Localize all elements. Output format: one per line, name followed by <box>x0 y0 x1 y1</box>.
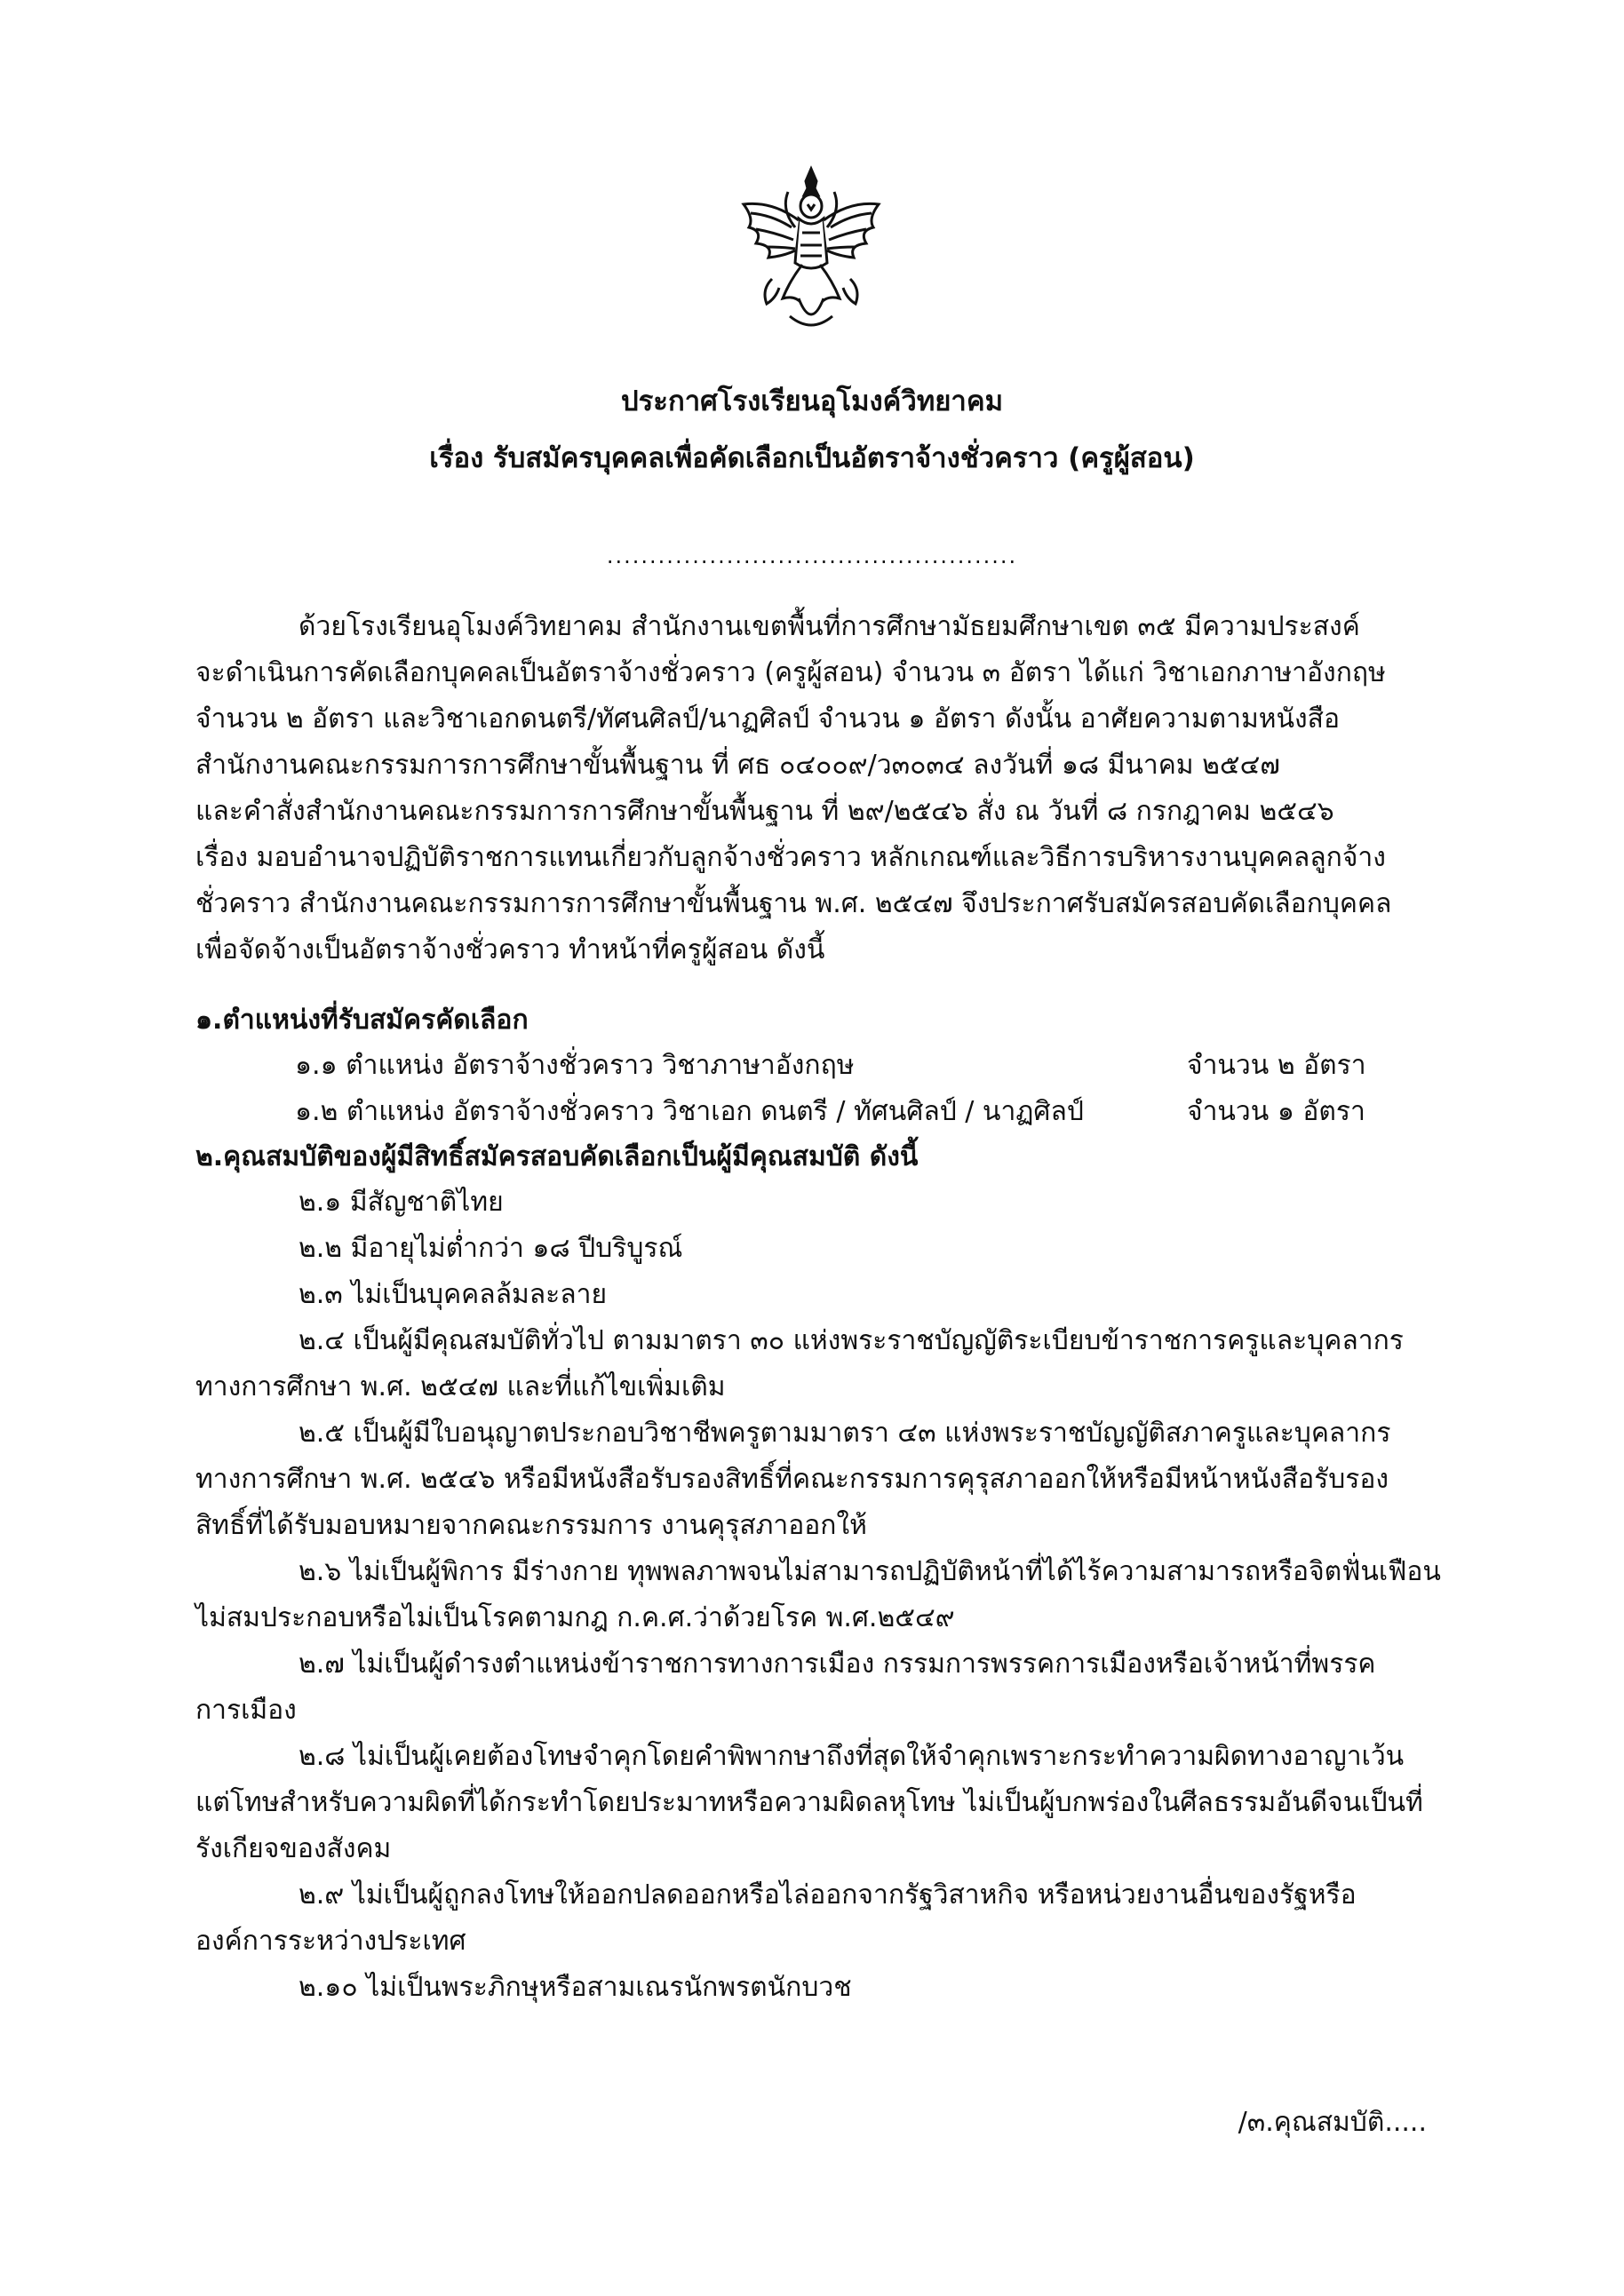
position-row <box>195 1089 1429 1135</box>
intro-line: จะดำเนินการคัดเลือกบุคคลเป็นอัตราจ้างชั่วคราว (ครูผู้สอน) จำนวน ๓ อัตรา ได้แก่ วิชาเอกภาษาอังกฤษ <box>195 657 1386 688</box>
intro-line: สำนักงานคณะกรรมการการศึกษาขั้นพื้นฐาน ที่ ศธ ๐๔๐๐๙/ว๓๐๓๔ ลงวันที่ ๑๘ มีนาคม ๒๕๔๗ <box>195 750 1280 781</box>
position-label: ๑.๒ ตำแหน่ง อัตราจ้างชั่วคราว วิชาเอก ดนตรี / ทัศนศิลป์ / นาฏศิลป์ <box>295 1096 1084 1127</box>
position-label: ๑.๑ ตำแหน่ง อัตราจ้างชั่วคราว วิชาภาษาอังกฤษ <box>295 1050 855 1081</box>
qualification-item: ๒.๓ ไม่เป็นบุคคลล้มละลาย <box>299 1279 608 1310</box>
section1-heading: ๑.ตำแหน่งที่รับสมัครคัดเลือก <box>195 1005 529 1036</box>
intro-line: และคำสั่งสำนักงานคณะกรรมการการศึกษาขั้นพื้นฐาน ที่ ๒๙/๒๕๔๖ สั่ง ณ วันที่ ๘ กรกฎาคม ๒๕๔๖ <box>195 796 1334 827</box>
qualification-item-cont: แต่โทษสำหรับความผิดที่ได้กระทำโดยประมาทหรือความผิดลหุโทษ ไม่เป็นผู้บกพร่องในศีลธรรมอันดีจนเป็นที่ <box>195 1787 1423 1818</box>
qualification-item: ๒.๔ เป็นผู้มีคุณสมบัติทั่วไป ตามมาตรา ๓๐ แห่งพระราชบัญญัติระเบียบข้าราชการครูและบุคลากร <box>299 1325 1404 1356</box>
qualification-item-cont: รังเกียจของสังคม <box>195 1833 392 1864</box>
qualification-item: ๒.๑ มีสัญชาติไทย <box>299 1187 504 1218</box>
intro-line: ด้วยโรงเรียนอุโมงค์วิทยาคม สำนักงานเขตพื้นที่การศึกษามัธยมศึกษาเขต ๓๕ มีความประสงค์ <box>299 611 1360 642</box>
qualification-item-cont: สิทธิ์ที่ได้รับมอบหมายจากคณะกรรมการ งานคุรุสภาออกให้ <box>195 1510 867 1541</box>
intro-line: เพื่อจัดจ้างเป็นอัตราจ้างชั่วคราว ทำหน้าที่ครูผู้สอน ดังนี้ <box>195 934 825 965</box>
qualification-item-cont: ทางการศึกษา พ.ศ. ๒๕๔๗ และที่แก้ไขเพิ่มเติม <box>195 1371 726 1402</box>
garuda-emblem-icon <box>736 165 886 334</box>
continuation-note: /๓.คุณสมบัติ..... <box>1238 2107 1427 2138</box>
announcement-title: ประกาศโรงเรียนอุโมงค์วิทยาคม <box>620 385 1004 417</box>
intro-paragraph <box>195 604 1429 973</box>
qualification-item-cont: ทางการศึกษา พ.ศ. ๒๕๔๖ หรือมีหนังสือรับรองสิทธิ์ที่คณะกรรมการคุรุสภาออกให้หรือมีหน้าหนังสือรับรอง <box>195 1464 1389 1495</box>
qualification-item: ๒.๒ มีอายุไม่ต่ำกว่า ๑๘ ปีบริบูรณ์ <box>299 1233 683 1264</box>
position-row <box>195 1043 1429 1089</box>
qualification-item: ๒.๖ ไม่เป็นผู้พิการ มีร่างกาย ทุพพลภาพจนไม่สามารถปฏิบัติหน้าที่ได้ไร้ความสามารถหรือจิตฟั่นเฟือน <box>299 1556 1441 1587</box>
intro-line: จำนวน ๒ อัตรา และวิชาเอกดนตรี/ทัศนศิลป์/นาฏศิลป์ จำนวน ๑ อัตรา ดังนั้น อาศัยความตามหนังสือ <box>195 703 1341 735</box>
qualification-item-cont: องค์การระหว่างประเทศ <box>195 1926 466 1957</box>
qualification-item: ๒.๕ เป็นผู้มีใบอนุญาตประกอบวิชาชีพครูตามมาตรา ๔๓ แห่งพระราชบัญญัติสภาครูและบุคลากร <box>299 1418 1391 1449</box>
intro-line: เรื่อง มอบอำนาจปฏิบัติราชการแทนเกี่ยวกับลูกจ้างชั่วคราว หลักเกณฑ์และวิธีการบริหารงานบุคคลลูกจ้าง <box>195 842 1386 873</box>
section2-heading: ๒.คุณสมบัติของผู้มีสิทธิ์สมัครสอบคัดเลือกเป็นผู้มีคุณสมบัติ ดังนี้ <box>195 1141 919 1172</box>
qualification-item: ๒.๗ ไม่เป็นผู้ดำรงตำแหน่งข้าราชการทางการเมือง กรรมการพรรคการเมืองหรือเจ้าหน้าที่พรรค <box>299 1649 1376 1680</box>
qualification-item-cont: ไม่สมประกอบหรือไม่เป็นโรคตามกฎ ก.ค.ศ.ว่าด้วยโรค พ.ศ.๒๕๔๙ <box>195 1602 955 1633</box>
qualification-item: ๒.๙ ไม่เป็นผู้ถูกลงโทษให้ออกปลดออกหรือไล่ออกจากรัฐวิสาหกิจ หรือหน่วยงานอื่นของรัฐหรือ <box>299 1879 1357 1911</box>
separator-dots: ................................................ <box>606 544 1018 568</box>
position-count: จำนวน ๑ อัตรา <box>1187 1096 1365 1127</box>
announcement-body <box>195 604 1441 2011</box>
qualification-item-cont: การเมือง <box>195 1695 297 1726</box>
qualification-item: ๒.๘ ไม่เป็นผู้เคยต้องโทษจำคุกโดยคำพิพากษาถึงที่สุดให้จำคุกเพราะกระทำความผิดทางอาญาเว้น <box>299 1741 1405 1772</box>
intro-line: ชั่วคราว สำนักงานคณะกรรมการการศึกษาขั้นพื้นฐาน พ.ศ. ๒๕๔๗ จึงประกาศรับสมัครสอบคัดเลือกบุคคล <box>195 888 1392 919</box>
qualification-item: ๒.๑๐ ไม่เป็นพระภิกษุหรือสามเณรนักพรตนักบวช <box>299 1972 852 2003</box>
position-count: จำนวน ๒ อัตรา <box>1187 1050 1366 1081</box>
announcement-subject: เรื่อง รับสมัครบุคคลเพื่อคัดเลือกเป็นอัตราจ้างชั่วคราว (ครูผู้สอน) <box>429 442 1195 474</box>
